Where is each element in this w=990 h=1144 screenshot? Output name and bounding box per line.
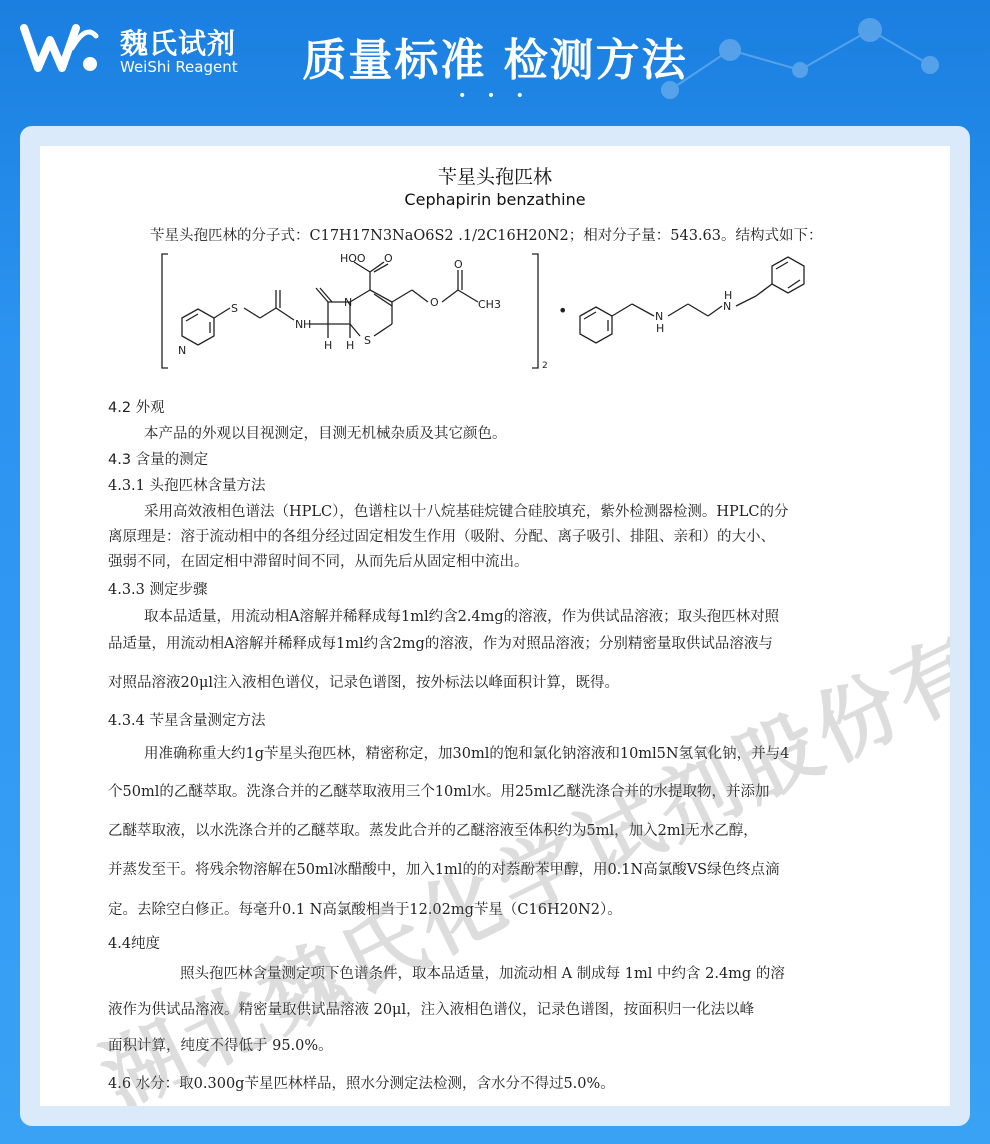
paragraph-line: 面积计算，纯度不得低于 95.0%。 bbox=[108, 1038, 333, 1054]
document-page bbox=[40, 146, 950, 1106]
paragraph-line: 并蒸发至干。将残余物溶解在50ml冰醋酸中，加入1ml的的对萘酚苯甲醇，用0.1N高氯酸VS绿色终点滴 bbox=[108, 862, 780, 878]
structure-label-o-link: O bbox=[430, 296, 439, 309]
section-4-3-1-heading: 4.3.1 头孢匹林含量方法 bbox=[108, 478, 266, 494]
structure-label-ch3: CH3 bbox=[478, 298, 501, 311]
section-4-3-4-heading: 4.3.4 苄星含量测定方法 bbox=[108, 713, 266, 729]
banner-dots: • • • bbox=[458, 88, 532, 104]
section-4-2-heading: 4.2 外观 bbox=[108, 400, 165, 416]
structure-label-hoo: HOO bbox=[340, 252, 366, 265]
header-banner bbox=[0, 0, 990, 125]
structure-label-n-amide: N bbox=[295, 318, 304, 331]
paragraph-line: 离原理是：溶于流动相中的各组分经过固定相发生作用（吸附、分配、离子吸引、排阻、亲和）的大小、 bbox=[108, 529, 775, 545]
brand-name-cn: 魏氏试剂 bbox=[120, 27, 237, 60]
structure-dot: • bbox=[558, 301, 568, 320]
paragraph-line: 强弱不同，在固定相中滞留时间不同，从而先后从固定相中流出。 bbox=[108, 554, 529, 570]
paragraph-line: 本产品的外观以目视测定，目测无机械杂质及其它颜色。 bbox=[144, 426, 507, 442]
banner-title: 质量标准 检测方法 bbox=[302, 35, 688, 86]
structure-label-n-1: N bbox=[655, 310, 664, 323]
paragraph-line: 乙醚萃取液，以水洗涤合并的乙醚萃取。蒸发此合并的乙醚溶液至体积约为5ml，加入2ml无水乙醇， bbox=[108, 823, 758, 839]
section-4-6-line: 4.6 水分：取0.300g苄星匹林样品，照水分测定法检测，含水分不得过5.0%。 bbox=[108, 1076, 615, 1092]
structure-label-h-stereo-1: H bbox=[324, 339, 333, 352]
document-title-en: Cephapirin benzathine bbox=[404, 190, 586, 209]
structure-subscript-2: 2 bbox=[542, 361, 548, 371]
structure-label-n-2: N bbox=[723, 300, 732, 313]
paragraph-line: 采用高效液相色谱法（HPLC），色谱柱以十八烷基硅烷键合硅胶填充，紫外检测器检测。HPLC的分 bbox=[144, 504, 789, 520]
document-title-cn: 苄星头孢匹林 bbox=[437, 166, 552, 188]
structure-label-h-stereo-2: H bbox=[346, 339, 355, 352]
formula-line: 苄星头孢匹林的分子式：C17H17N3NaO6S2 .1/2C16H20N2；相对分子量：543.63。结构式如下： bbox=[150, 228, 823, 244]
paragraph-line: 取本品适量，用流动相A溶解并稀释成每1ml约含2.4mg的溶液，作为供试品溶液；取头孢匹林对照 bbox=[144, 609, 780, 625]
structure-label-s-thio: S bbox=[231, 302, 238, 315]
structure-label-h-1: H bbox=[656, 322, 665, 335]
structure-label-o-acid: O bbox=[384, 252, 393, 265]
section-4-4-heading: 4.4纯度 bbox=[108, 936, 161, 952]
structure-label-o-ester: O bbox=[454, 258, 463, 271]
structure-label-n-pyridine: N bbox=[178, 344, 187, 357]
paragraph-line: 品适量，用流动相A溶解并稀释成每1ml约含2mg的溶液，作为对照品溶液；分别精密量取供试品溶液与 bbox=[108, 636, 773, 652]
paragraph-line: 定。去除空白修正。每毫升0.1 N高氯酸相当于12.02mg苄星（C16H20N2）。 bbox=[108, 902, 622, 918]
paragraph-line: 用准确称重大约1g苄星头孢匹林，精密称定，加30ml的饱和氯化钠溶液和10ml5N氢氧化钠，并与4 bbox=[144, 746, 790, 762]
paragraph-line: 液作为供试品溶液。精密量取供试品溶液 20μl，注入液相色谱仪，记录色谱图，按面积归一化法以峰 bbox=[108, 1002, 755, 1018]
section-4-3-heading: 4.3 含量的测定 bbox=[108, 452, 209, 468]
paragraph-line: 个50ml的乙醚萃取。洗涤合并的乙醚萃取液用三个10ml水。用25ml乙醚洗涤合并的水提取物，并添加 bbox=[108, 784, 770, 800]
paragraph-line: 对照品溶液20μl注入液相色谱仪，记录色谱图，按外标法以峰面积计算，既得。 bbox=[108, 675, 620, 691]
brand-name-en: WeiShi Reagent bbox=[120, 58, 238, 76]
section-4-3-3-heading: 4.3.3 测定步骤 bbox=[108, 582, 208, 598]
structural-formula bbox=[160, 250, 810, 372]
paragraph-line: 照头孢匹林含量测定项下色谱条件，取本品适量，加流动相 A 制成每 1ml 中约含 2.4mg 的溶 bbox=[180, 966, 785, 982]
structure-label-n-ring: N bbox=[344, 296, 353, 309]
structure-label-h-2: H bbox=[724, 289, 733, 302]
structure-label-h-amide: H bbox=[303, 318, 312, 331]
structure-label-s-ring: S bbox=[364, 334, 371, 347]
